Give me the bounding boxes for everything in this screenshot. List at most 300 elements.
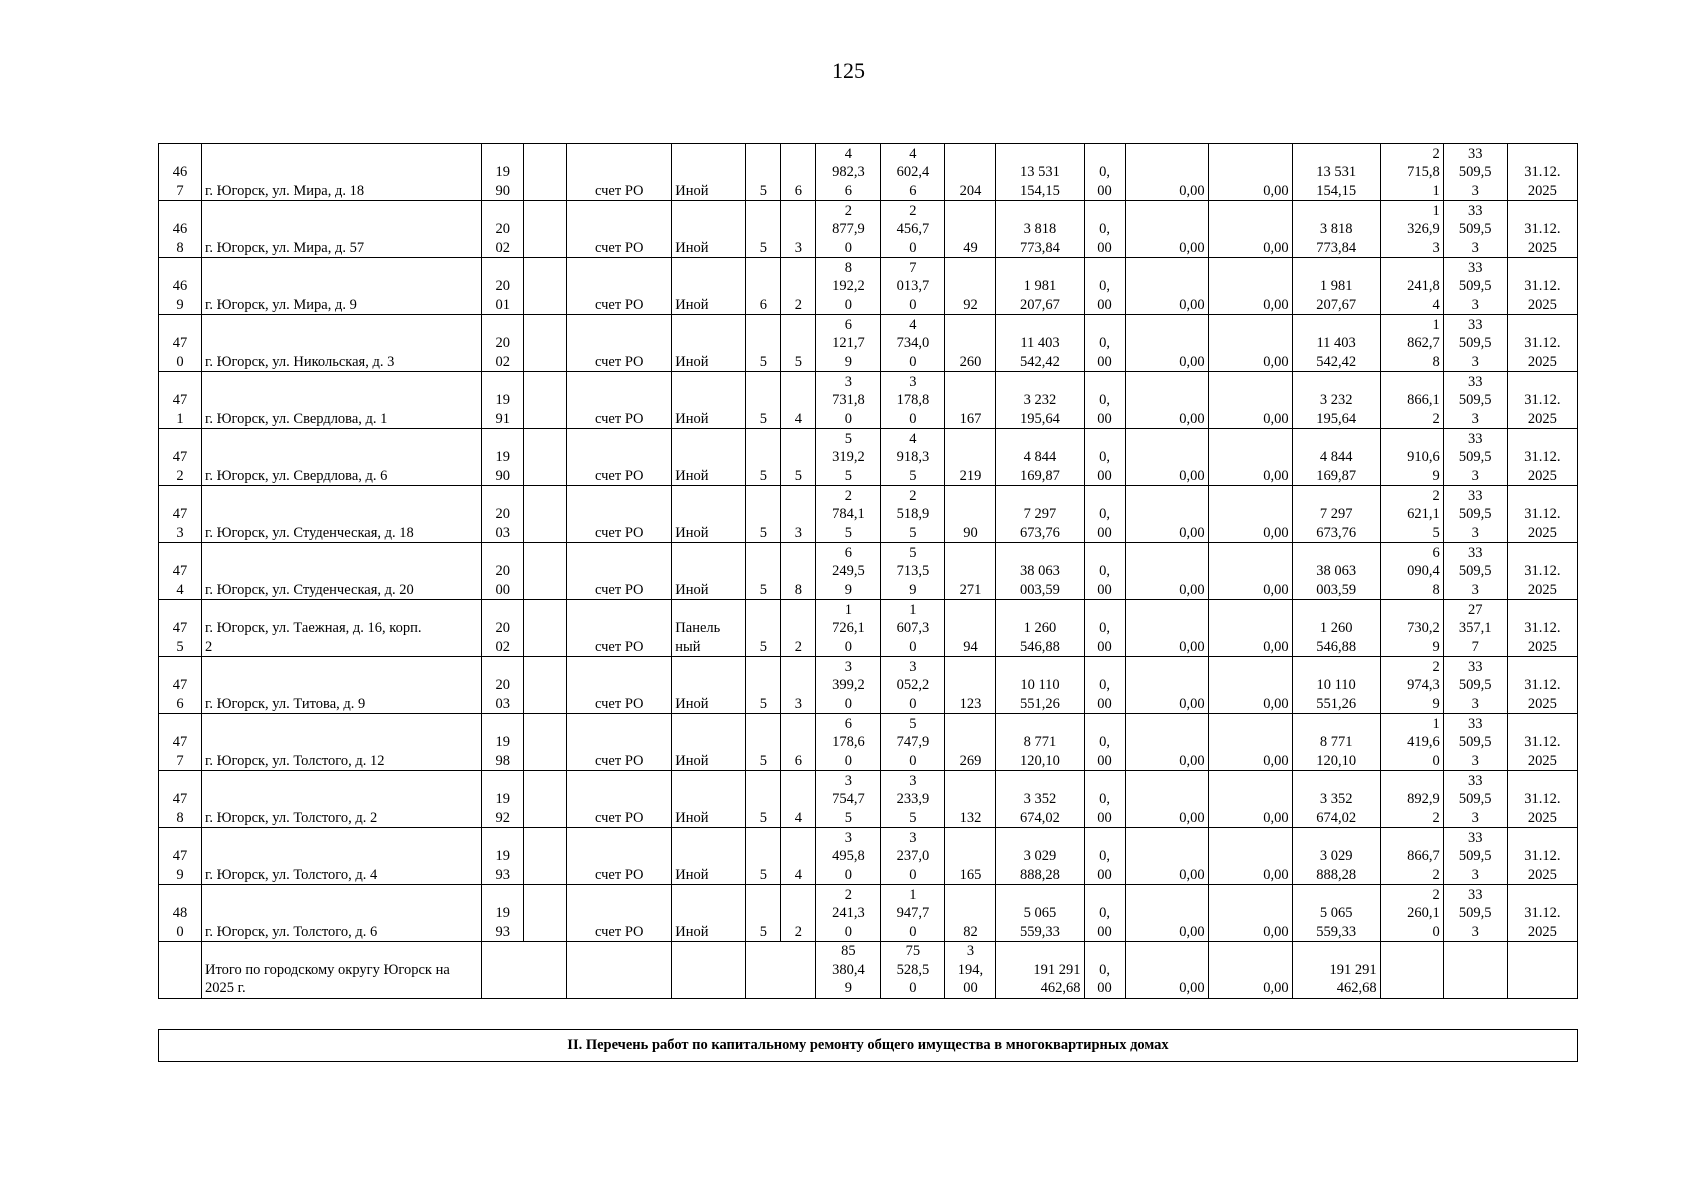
floors-cell: 5 — [746, 372, 781, 429]
limit-cost-cell: 33 509,5 3 — [1443, 429, 1507, 486]
owners-funds-cell: 10 110 551,26 — [1292, 657, 1380, 714]
wall-material-cell: Иной — [672, 657, 746, 714]
account-type-cell: счет РО — [567, 771, 672, 828]
living-area-cell: 4 602,4 6 — [881, 144, 945, 201]
living-area-cell: 75 528,5 0 — [881, 942, 945, 999]
residents-cell: 49 — [945, 201, 996, 258]
table-row — [159, 486, 1578, 543]
limit-cost-cell: 33 509,5 3 — [1443, 657, 1507, 714]
owners-funds-cell: 38 063 003,59 — [1292, 543, 1380, 600]
floors-cell: 6 — [746, 258, 781, 315]
table-row — [159, 144, 1578, 201]
row-number-cell: 47 0 — [159, 315, 202, 372]
fund-3-cell: 0,00 — [1208, 486, 1292, 543]
blank-cell — [524, 144, 567, 201]
year-cell: 20 02 — [482, 315, 524, 372]
entrances-cell: 3 — [781, 201, 816, 258]
residents-cell: 219 — [945, 429, 996, 486]
entrances-cell: 4 — [781, 828, 816, 885]
address-cell: г. Югорск, ул. Титова, д. 9 — [202, 657, 482, 714]
fund-1-cell: 0, 00 — [1084, 372, 1125, 429]
account-type-cell: счет РО — [567, 543, 672, 600]
residents-cell: 3 194, 00 — [945, 942, 996, 999]
fund-2-cell: 0,00 — [1125, 144, 1208, 201]
fund-1-cell: 0, 00 — [1084, 315, 1125, 372]
fund-1-cell: 0, 00 — [1084, 543, 1125, 600]
fund-2-cell: 0,00 — [1125, 771, 1208, 828]
fund-1-cell: 0, 00 — [1084, 657, 1125, 714]
entrances-cell: 4 — [781, 372, 816, 429]
fund-1-cell: 0, 00 — [1084, 486, 1125, 543]
residents-cell: 165 — [945, 828, 996, 885]
blank-cell — [524, 201, 567, 258]
cost-cell: 3 818 773,84 — [996, 201, 1084, 258]
total-area-cell: 3 399,2 0 — [816, 657, 881, 714]
address-cell: г. Югорск, ул. Таежная, д. 16, корп. 2 — [202, 600, 482, 657]
blank-cell — [524, 486, 567, 543]
cost-cell: 1 981 207,67 — [996, 258, 1084, 315]
year-cell: 19 92 — [482, 771, 524, 828]
owners-funds-cell: 191 291 462,68 — [1292, 942, 1380, 999]
residents-cell: 132 — [945, 771, 996, 828]
row-number-cell: 47 7 — [159, 714, 202, 771]
total-area-cell: 6 121,7 9 — [816, 315, 881, 372]
living-area-cell: 2 518,9 5 — [881, 486, 945, 543]
deadline-cell: 31.12. 2025 — [1507, 543, 1577, 600]
unit-cost-cell: 2 621,1 5 — [1380, 486, 1443, 543]
limit-cost-cell: 27 357,1 7 — [1443, 600, 1507, 657]
entrances-cell: 4 — [781, 771, 816, 828]
total-area-cell: 1 726,1 0 — [816, 600, 881, 657]
fund-2-cell: 0,00 — [1125, 258, 1208, 315]
wall-material-cell: Иной — [672, 429, 746, 486]
floors-cell: 5 — [746, 543, 781, 600]
fund-3-cell: 0,00 — [1208, 600, 1292, 657]
fund-2-cell: 0,00 — [1125, 657, 1208, 714]
year-cell: 20 02 — [482, 600, 524, 657]
row-number-cell: 48 0 — [159, 885, 202, 942]
address-cell: г. Югорск, ул. Свердлова, д. 6 — [202, 429, 482, 486]
fund-1-cell: 0, 00 — [1084, 714, 1125, 771]
wall-material-cell: Иной — [672, 828, 746, 885]
limit-cost-cell: 33 509,5 3 — [1443, 828, 1507, 885]
table-row — [159, 315, 1578, 372]
floors-cell: 5 — [746, 714, 781, 771]
row-number-cell — [159, 942, 202, 999]
residents-cell: 271 — [945, 543, 996, 600]
blank-cell — [524, 657, 567, 714]
table-row — [159, 201, 1578, 258]
fund-2-cell: 0,00 — [1125, 714, 1208, 771]
wall-material-cell: Иной — [672, 543, 746, 600]
cost-cell: 11 403 542,42 — [996, 315, 1084, 372]
entrances-cell: 3 — [781, 657, 816, 714]
limit-cost-cell: 33 509,5 3 — [1443, 315, 1507, 372]
cost-cell: 1 260 546,88 — [996, 600, 1084, 657]
entrances-cell: 6 — [781, 714, 816, 771]
deadline-cell — [1507, 942, 1577, 999]
owners-funds-cell: 11 403 542,42 — [1292, 315, 1380, 372]
address-cell: г. Югорск, ул. Толстого, д. 6 — [202, 885, 482, 942]
account-type-cell: счет РО — [567, 714, 672, 771]
floors-cell: 5 — [746, 657, 781, 714]
capital-repair-table — [158, 143, 1578, 999]
owners-funds-cell: 3 818 773,84 — [1292, 201, 1380, 258]
blank-cell — [524, 771, 567, 828]
wall-material-cell: Иной — [672, 885, 746, 942]
account-type-cell: счет РО — [567, 486, 672, 543]
row-number-cell: 47 2 — [159, 429, 202, 486]
fund-3-cell: 0,00 — [1208, 258, 1292, 315]
fund-2-cell: 0,00 — [1125, 828, 1208, 885]
floors-cell: 5 — [746, 828, 781, 885]
deadline-cell: 31.12. 2025 — [1507, 144, 1577, 201]
account-type-cell: счет РО — [567, 372, 672, 429]
fund-3-cell: 0,00 — [1208, 714, 1292, 771]
limit-cost-cell: 33 509,5 3 — [1443, 372, 1507, 429]
total-area-cell: 2 877,9 0 — [816, 201, 881, 258]
year-cell: 20 00 — [482, 543, 524, 600]
unit-cost-cell: 866,7 2 — [1380, 828, 1443, 885]
account-type-cell: счет РО — [567, 828, 672, 885]
row-number-cell: 47 3 — [159, 486, 202, 543]
year-cell: 20 01 — [482, 258, 524, 315]
owners-funds-cell: 1 981 207,67 — [1292, 258, 1380, 315]
wall-material-cell: Иной — [672, 486, 746, 543]
unit-cost-cell: 892,9 2 — [1380, 771, 1443, 828]
fund-3-cell: 0,00 — [1208, 144, 1292, 201]
wall-material-cell: Панель ный — [672, 600, 746, 657]
living-area-cell: 7 013,7 0 — [881, 258, 945, 315]
owners-funds-cell: 7 297 673,76 — [1292, 486, 1380, 543]
limit-cost-cell — [1443, 942, 1507, 999]
unit-cost-cell: 1 326,9 3 — [1380, 201, 1443, 258]
residents-cell: 82 — [945, 885, 996, 942]
unit-cost-cell: 241,8 4 — [1380, 258, 1443, 315]
entrances-cell: 8 — [781, 543, 816, 600]
year-cell: 19 90 — [482, 429, 524, 486]
fund-3-cell: 0,00 — [1208, 543, 1292, 600]
account-type-cell: счет РО — [567, 429, 672, 486]
account-type-cell: счет РО — [567, 258, 672, 315]
fund-2-cell: 0,00 — [1125, 429, 1208, 486]
blank-cell — [524, 714, 567, 771]
deadline-cell: 31.12. 2025 — [1507, 201, 1577, 258]
fund-3-cell: 0,00 — [1208, 771, 1292, 828]
floors-cell — [746, 942, 816, 999]
unit-cost-cell: 1 419,6 0 — [1380, 714, 1443, 771]
fund-1-cell: 0, 00 — [1084, 429, 1125, 486]
unit-cost-cell: 6 090,4 8 — [1380, 543, 1443, 600]
living-area-cell: 3 178,8 0 — [881, 372, 945, 429]
fund-3-cell: 0,00 — [1208, 942, 1292, 999]
wall-material-cell: Иной — [672, 144, 746, 201]
deadline-cell: 31.12. 2025 — [1507, 657, 1577, 714]
cost-cell: 3 352 674,02 — [996, 771, 1084, 828]
year-cell: 20 03 — [482, 657, 524, 714]
fund-2-cell: 0,00 — [1125, 486, 1208, 543]
total-area-cell: 6 178,6 0 — [816, 714, 881, 771]
row-number-cell: 47 6 — [159, 657, 202, 714]
total-area-cell: 4 982,3 6 — [816, 144, 881, 201]
total-area-cell: 6 249,5 9 — [816, 543, 881, 600]
entrances-cell: 6 — [781, 144, 816, 201]
floors-cell: 5 — [746, 486, 781, 543]
table-row — [159, 714, 1578, 771]
fund-1-cell: 0, 00 — [1084, 942, 1125, 999]
fund-2-cell: 0,00 — [1125, 885, 1208, 942]
blank-cell — [524, 828, 567, 885]
section-title: II. Перечень работ по капитальному ремонту общего имущества в многоквартирных домах — [158, 1029, 1578, 1062]
living-area-cell: 5 747,9 0 — [881, 714, 945, 771]
unit-cost-cell: 2 974,3 9 — [1380, 657, 1443, 714]
blank-cell — [524, 543, 567, 600]
address-cell: г. Югорск, ул. Мира, д. 18 — [202, 144, 482, 201]
year-cell: 19 93 — [482, 885, 524, 942]
fund-1-cell: 0, 00 — [1084, 258, 1125, 315]
fund-1-cell: 0, 00 — [1084, 144, 1125, 201]
cost-cell: 8 771 120,10 — [996, 714, 1084, 771]
floors-cell: 5 — [746, 315, 781, 372]
fund-2-cell: 0,00 — [1125, 543, 1208, 600]
year-cell: 19 93 — [482, 828, 524, 885]
table-row — [159, 885, 1578, 942]
limit-cost-cell: 33 509,5 3 — [1443, 885, 1507, 942]
cost-cell: 3 029 888,28 — [996, 828, 1084, 885]
account-type-cell — [567, 942, 672, 999]
owners-funds-cell: 8 771 120,10 — [1292, 714, 1380, 771]
cost-cell: 13 531 154,15 — [996, 144, 1084, 201]
table-row — [159, 600, 1578, 657]
deadline-cell: 31.12. 2025 — [1507, 771, 1577, 828]
entrances-cell: 5 — [781, 315, 816, 372]
row-number-cell: 46 7 — [159, 144, 202, 201]
table-row — [159, 828, 1578, 885]
address-cell: г. Югорск, ул. Мира, д. 9 — [202, 258, 482, 315]
fund-3-cell: 0,00 — [1208, 885, 1292, 942]
account-type-cell: счет РО — [567, 315, 672, 372]
address-cell: г. Югорск, ул. Мира, д. 57 — [202, 201, 482, 258]
owners-funds-cell: 3 232 195,64 — [1292, 372, 1380, 429]
deadline-cell: 31.12. 2025 — [1507, 315, 1577, 372]
deadline-cell: 31.12. 2025 — [1507, 372, 1577, 429]
year-cell: 20 02 — [482, 201, 524, 258]
unit-cost-cell: 2 260,1 0 — [1380, 885, 1443, 942]
fund-2-cell: 0,00 — [1125, 315, 1208, 372]
fund-3-cell: 0,00 — [1208, 372, 1292, 429]
address-cell: г. Югорск, ул. Толстого, д. 2 — [202, 771, 482, 828]
cost-cell: 3 232 195,64 — [996, 372, 1084, 429]
fund-2-cell: 0,00 — [1125, 600, 1208, 657]
fund-3-cell: 0,00 — [1208, 429, 1292, 486]
living-area-cell: 4 734,0 0 — [881, 315, 945, 372]
table-row — [159, 771, 1578, 828]
year-cell — [482, 942, 567, 999]
residents-cell: 123 — [945, 657, 996, 714]
limit-cost-cell: 33 509,5 3 — [1443, 144, 1507, 201]
blank-cell — [524, 429, 567, 486]
blank-cell — [524, 600, 567, 657]
total-area-cell: 2 784,1 5 — [816, 486, 881, 543]
owners-funds-cell: 3 352 674,02 — [1292, 771, 1380, 828]
wall-material-cell: Иной — [672, 714, 746, 771]
account-type-cell: счет РО — [567, 600, 672, 657]
deadline-cell: 31.12. 2025 — [1507, 258, 1577, 315]
entrances-cell: 2 — [781, 258, 816, 315]
table-row — [159, 429, 1578, 486]
floors-cell: 5 — [746, 771, 781, 828]
address-cell: г. Югорск, ул. Свердлова, д. 1 — [202, 372, 482, 429]
blank-cell — [524, 258, 567, 315]
entrances-cell: 2 — [781, 885, 816, 942]
year-cell: 19 91 — [482, 372, 524, 429]
blank-cell — [524, 885, 567, 942]
limit-cost-cell: 33 509,5 3 — [1443, 543, 1507, 600]
owners-funds-cell: 1 260 546,88 — [1292, 600, 1380, 657]
limit-cost-cell: 33 509,5 3 — [1443, 771, 1507, 828]
cost-cell: 38 063 003,59 — [996, 543, 1084, 600]
deadline-cell: 31.12. 2025 — [1507, 885, 1577, 942]
table-row — [159, 543, 1578, 600]
owners-funds-cell: 13 531 154,15 — [1292, 144, 1380, 201]
residents-cell: 92 — [945, 258, 996, 315]
limit-cost-cell: 33 509,5 3 — [1443, 486, 1507, 543]
wall-material-cell: Иной — [672, 372, 746, 429]
unit-cost-cell: 1 862,7 8 — [1380, 315, 1443, 372]
fund-2-cell: 0,00 — [1125, 372, 1208, 429]
fund-1-cell: 0, 00 — [1084, 828, 1125, 885]
wall-material-cell — [672, 942, 746, 999]
total-row — [159, 942, 1578, 999]
entrances-cell: 5 — [781, 429, 816, 486]
fund-3-cell: 0,00 — [1208, 201, 1292, 258]
cost-cell: 7 297 673,76 — [996, 486, 1084, 543]
living-area-cell: 5 713,5 9 — [881, 543, 945, 600]
total-area-cell: 85 380,4 9 — [816, 942, 881, 999]
row-number-cell: 47 5 — [159, 600, 202, 657]
living-area-cell: 4 918,3 5 — [881, 429, 945, 486]
address-cell: г. Югорск, ул. Студенческая, д. 20 — [202, 543, 482, 600]
unit-cost-cell: 2 715,8 1 — [1380, 144, 1443, 201]
living-area-cell: 3 233,9 5 — [881, 771, 945, 828]
floors-cell: 5 — [746, 429, 781, 486]
table-row — [159, 657, 1578, 714]
row-number-cell: 47 8 — [159, 771, 202, 828]
cost-cell: 5 065 559,33 — [996, 885, 1084, 942]
row-number-cell: 47 9 — [159, 828, 202, 885]
account-type-cell: счет РО — [567, 885, 672, 942]
deadline-cell: 31.12. 2025 — [1507, 429, 1577, 486]
unit-cost-cell: 910,6 9 — [1380, 429, 1443, 486]
year-cell: 19 98 — [482, 714, 524, 771]
owners-funds-cell: 4 844 169,87 — [1292, 429, 1380, 486]
address-cell: г. Югорск, ул. Толстого, д. 12 — [202, 714, 482, 771]
row-number-cell: 46 8 — [159, 201, 202, 258]
residents-cell: 167 — [945, 372, 996, 429]
fund-3-cell: 0,00 — [1208, 315, 1292, 372]
fund-1-cell: 0, 00 — [1084, 201, 1125, 258]
wall-material-cell: Иной — [672, 258, 746, 315]
row-number-cell: 47 4 — [159, 543, 202, 600]
fund-3-cell: 0,00 — [1208, 657, 1292, 714]
deadline-cell: 31.12. 2025 — [1507, 714, 1577, 771]
total-label-cell: Итого по городскому округу Югорск на 2025 г. — [202, 942, 482, 999]
living-area-cell: 1 607,3 0 — [881, 600, 945, 657]
year-cell: 19 90 — [482, 144, 524, 201]
deadline-cell: 31.12. 2025 — [1507, 486, 1577, 543]
cost-cell: 4 844 169,87 — [996, 429, 1084, 486]
residents-cell: 269 — [945, 714, 996, 771]
cost-cell: 10 110 551,26 — [996, 657, 1084, 714]
owners-funds-cell: 3 029 888,28 — [1292, 828, 1380, 885]
address-cell: г. Югорск, ул. Студенческая, д. 18 — [202, 486, 482, 543]
wall-material-cell: Иной — [672, 315, 746, 372]
fund-1-cell: 0, 00 — [1084, 600, 1125, 657]
account-type-cell: счет РО — [567, 657, 672, 714]
fund-2-cell: 0,00 — [1125, 942, 1208, 999]
floors-cell: 5 — [746, 600, 781, 657]
floors-cell: 5 — [746, 144, 781, 201]
unit-cost-cell: 730,2 9 — [1380, 600, 1443, 657]
fund-2-cell: 0,00 — [1125, 201, 1208, 258]
residents-cell: 90 — [945, 486, 996, 543]
total-area-cell: 3 754,7 5 — [816, 771, 881, 828]
floors-cell: 5 — [746, 885, 781, 942]
limit-cost-cell: 33 509,5 3 — [1443, 714, 1507, 771]
total-area-cell: 5 319,2 5 — [816, 429, 881, 486]
address-cell: г. Югорск, ул. Толстого, д. 4 — [202, 828, 482, 885]
unit-cost-cell — [1380, 942, 1443, 999]
table-row — [159, 258, 1578, 315]
residents-cell: 260 — [945, 315, 996, 372]
living-area-cell: 3 237,0 0 — [881, 828, 945, 885]
row-number-cell: 46 9 — [159, 258, 202, 315]
deadline-cell: 31.12. 2025 — [1507, 828, 1577, 885]
page-number: 125 — [832, 58, 865, 83]
floors-cell: 5 — [746, 201, 781, 258]
wall-material-cell: Иной — [672, 771, 746, 828]
year-cell: 20 03 — [482, 486, 524, 543]
limit-cost-cell: 33 509,5 3 — [1443, 258, 1507, 315]
account-type-cell: счет РО — [567, 201, 672, 258]
wall-material-cell: Иной — [672, 201, 746, 258]
account-type-cell: счет РО — [567, 144, 672, 201]
cost-cell: 191 291 462,68 — [996, 942, 1084, 999]
blank-cell — [524, 372, 567, 429]
living-area-cell: 1 947,7 0 — [881, 885, 945, 942]
blank-cell — [524, 315, 567, 372]
residents-cell: 94 — [945, 600, 996, 657]
residents-cell: 204 — [945, 144, 996, 201]
living-area-cell: 3 052,2 0 — [881, 657, 945, 714]
total-area-cell: 8 192,2 0 — [816, 258, 881, 315]
address-cell: г. Югорск, ул. Никольская, д. 3 — [202, 315, 482, 372]
table-body — [159, 144, 1578, 999]
living-area-cell: 2 456,7 0 — [881, 201, 945, 258]
fund-3-cell: 0,00 — [1208, 828, 1292, 885]
fund-1-cell: 0, 00 — [1084, 885, 1125, 942]
total-area-cell: 3 731,8 0 — [816, 372, 881, 429]
table-row — [159, 372, 1578, 429]
total-area-cell: 2 241,3 0 — [816, 885, 881, 942]
deadline-cell: 31.12. 2025 — [1507, 600, 1577, 657]
fund-1-cell: 0, 00 — [1084, 771, 1125, 828]
row-number-cell: 47 1 — [159, 372, 202, 429]
entrances-cell: 3 — [781, 486, 816, 543]
limit-cost-cell: 33 509,5 3 — [1443, 201, 1507, 258]
entrances-cell: 2 — [781, 600, 816, 657]
owners-funds-cell: 5 065 559,33 — [1292, 885, 1380, 942]
